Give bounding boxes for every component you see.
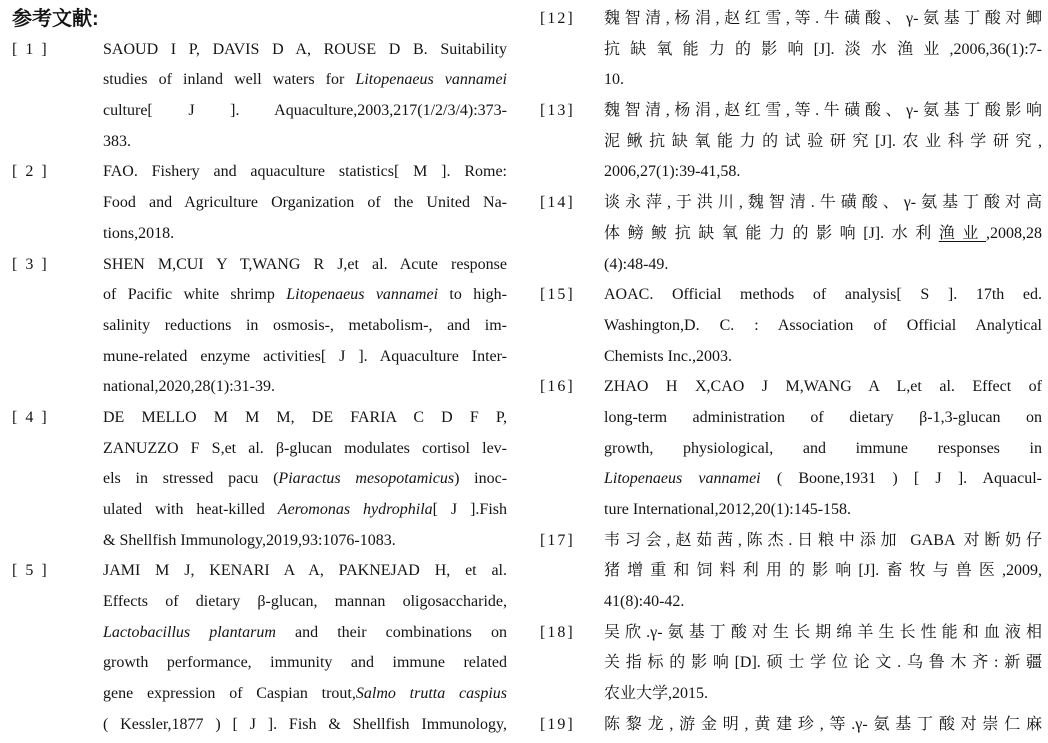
reference-line — [103, 65, 507, 96]
entry-number: [12] — [540, 10, 575, 27]
text-segment: 渔业 — [938, 224, 986, 242]
text-segment: Food and Agriculture Organization of the United Na- — [103, 194, 507, 212]
entry-number: [14] — [540, 194, 575, 212]
reference-line — [604, 403, 1042, 434]
reference-line — [604, 618, 1042, 649]
reference-line — [103, 464, 507, 495]
entry-number: [18] — [540, 623, 575, 641]
entry-number: [19] — [540, 715, 575, 733]
text-segment: Salmo trutta caspius — [355, 685, 507, 703]
reference-line — [103, 556, 507, 587]
text-segment: SAOUD I P, DAVIS D A, ROUSE D B. Suitability — [103, 40, 507, 58]
reference-line — [604, 526, 1042, 557]
reference-line — [103, 96, 507, 127]
entry-text — [103, 250, 507, 403]
reference-entry — [540, 710, 1042, 741]
reference-line — [604, 35, 1042, 66]
text-segment: 关指标的影响[D].硕士学位论文.乌鲁木齐:新疆 — [604, 654, 1042, 672]
text-segment: Litopenaeus vannamei — [355, 71, 507, 89]
entry-number: [ 3 ] — [12, 255, 49, 273]
text-segment: ( Boone,1931 ) [ J ]. Aquacul- — [760, 470, 1042, 488]
reference-line — [103, 250, 507, 281]
text-segment: 吴欣.γ-氨基丁酸对生长期绵羊生长性能和血液相 — [604, 623, 1042, 641]
text-segment: 魏智清,杨涓,赵红雪,等.牛磺酸、γ-氨基丁酸影响 — [604, 102, 1042, 120]
reference-line — [103, 526, 507, 557]
entry-number: [ 5 ] — [12, 562, 49, 580]
entry-text — [604, 710, 1042, 741]
reference-line — [604, 188, 1042, 219]
text-segment: Litopenaeus vannamei — [286, 286, 439, 304]
text-segment: of Pacific white shrimp — [103, 286, 287, 304]
text-segment: Effects of dietary β-glucan, mannan oligosaccharide, — [103, 593, 507, 611]
text-segment: 抗缺氧能力的影响[J].淡水渔业,2006,36(1):7- — [604, 40, 1042, 58]
text-segment: long-term administration of dietary β-1,3-glucan on — [604, 408, 1042, 426]
reference-line — [604, 4, 1042, 35]
text-segment: (4):48-49. — [604, 255, 669, 273]
reference-entry — [540, 280, 1042, 372]
reference-line — [604, 157, 1042, 188]
entry-text — [604, 188, 1042, 280]
text-segment: els in stressed pacu ( — [103, 470, 279, 488]
text-segment: growth, physiological, and immune responses in — [604, 439, 1042, 457]
text-segment: SHEN M,CUI Y T,WANG R J,et al. Acute response — [103, 255, 507, 273]
references-heading: 参考文献: — [12, 8, 99, 30]
text-segment: ,2008,28 — [985, 224, 1042, 242]
reference-line — [103, 403, 507, 434]
text-segment: Piaractus mesopotamicus — [278, 470, 455, 488]
text-segment: to high- — [438, 286, 507, 304]
text-segment: national,2020,28(1):31-39. — [103, 378, 275, 396]
entry-number: [13] — [540, 102, 575, 120]
reference-line — [103, 219, 507, 250]
reference-line — [604, 280, 1042, 311]
text-segment: ulated with heat-killed — [103, 501, 278, 518]
reference-line — [604, 372, 1042, 403]
text-segment: salinity reductions in osmosis-, metabolism-, and im- — [103, 316, 507, 334]
reference-line — [604, 311, 1042, 342]
text-segment: Washington,D. C. : Association of Official Analytical — [604, 316, 1042, 334]
reference-line — [103, 618, 507, 649]
reference-line — [604, 96, 1042, 127]
reference-line — [103, 495, 507, 526]
reference-entry — [540, 4, 1042, 96]
reference-line — [103, 587, 507, 618]
text-segment: & Shellfish Immunology,2019,93:1076-1083. — [103, 531, 396, 549]
text-segment: 陈黎龙,游金明,黄建珍,等.γ-氨基丁酸对崇仁麻 — [604, 715, 1042, 733]
reference-line — [604, 710, 1042, 741]
reference-entry — [540, 188, 1042, 280]
reference-entry — [12, 250, 507, 403]
entry-number: [ 1 ] — [12, 40, 49, 58]
text-segment: tions,2018. — [103, 224, 175, 242]
text-segment: ) inoc- — [454, 470, 507, 488]
text-segment: 农业大学,2015. — [604, 685, 709, 703]
text-segment: 泥鳅抗缺氧能力的试验研究[J].农业科学研究, — [604, 132, 1042, 150]
reference-line — [604, 250, 1042, 281]
reference-line — [103, 648, 507, 679]
text-segment: 谈永萍,于洪川,魏智清.牛磺酸、γ-氨基丁酸对高 — [604, 194, 1042, 212]
reference-line — [604, 556, 1042, 587]
references-column-left — [12, 4, 507, 741]
entry-text — [604, 96, 1042, 188]
reference-line — [604, 648, 1042, 679]
text-segment: culture[ J ]. Aquaculture,2003,217(1/2/3/4):373- — [103, 102, 507, 120]
text-segment: 魏智清,杨涓,赵红雪,等.牛磺酸、γ-氨基丁酸对鲫 — [604, 10, 1042, 27]
reference-line — [604, 495, 1042, 526]
reference-entry — [540, 526, 1042, 618]
text-segment: 41(8):40-42. — [604, 593, 685, 611]
text-segment: ZHAO H X,CAO J M,WANG A L,et al. Effect of — [604, 378, 1042, 396]
text-segment: [ J ].Fish — [432, 501, 507, 518]
reference-line — [103, 127, 507, 158]
entry-number: [ 4 ] — [12, 408, 49, 426]
reference-line — [604, 65, 1042, 96]
entry-text — [103, 157, 507, 249]
text-segment: ZANUZZO F S,et al. β-glucan modulates cortisol lev- — [103, 439, 507, 457]
reference-line — [103, 280, 507, 311]
reference-line — [604, 219, 1042, 250]
entry-number: [15] — [540, 286, 575, 304]
reference-line — [103, 342, 507, 373]
reference-line — [604, 679, 1042, 710]
text-segment: mune-related enzyme activities[ J ]. Aquaculture Inter- — [103, 347, 507, 365]
reference-entry — [540, 618, 1042, 710]
text-segment: Lactobacillus plantarum — [103, 623, 276, 641]
text-segment: DE MELLO M M M, DE FARIA C D F P, — [103, 408, 507, 426]
entry-text — [604, 280, 1042, 372]
reference-line — [103, 35, 507, 66]
text-segment: studies of inland well waters for — [103, 71, 356, 89]
text-segment: 383. — [103, 132, 131, 150]
entry-text — [103, 556, 507, 740]
reference-line — [604, 434, 1042, 465]
text-segment: ture International,2012,20(1):145-158. — [604, 501, 852, 518]
entry-text — [103, 35, 507, 158]
reference-line — [604, 342, 1042, 373]
reference-entry — [12, 157, 507, 249]
text-segment: 2006,27(1):39-41,58. — [604, 163, 741, 181]
text-segment: ( Kessler,1877 ) [ J ]. Fish & Shellfish Immunology, — [103, 715, 507, 733]
references-column-right — [540, 4, 1042, 741]
entry-text — [103, 403, 507, 556]
text-segment: Chemists Inc.,2003. — [604, 347, 732, 365]
entry-number: [17] — [540, 531, 575, 549]
text-segment: 猪增重和饲料利用的影响[J].畜牧与兽医,2009, — [604, 562, 1042, 580]
text-segment: FAO. Fishery and aquaculture statistics[ M ]. Rome: — [103, 163, 507, 181]
text-segment: and their combinations on — [275, 623, 507, 641]
text-segment: gene expression of Caspian trout, — [103, 685, 356, 703]
reference-line — [103, 372, 507, 403]
text-segment: JAMI M J, KENARI A A, PAKNEJAD H, et al. — [103, 562, 507, 580]
reference-line — [103, 679, 507, 710]
entry-number: [ 2 ] — [12, 163, 49, 181]
reference-entry — [12, 403, 507, 556]
entry-text — [604, 618, 1042, 710]
entry-number: [16] — [540, 378, 575, 396]
text-segment: 10. — [604, 71, 624, 89]
entry-text — [604, 372, 1042, 525]
reference-line — [103, 434, 507, 465]
reference-line — [103, 710, 507, 741]
reference-entry — [540, 96, 1042, 188]
text-segment: AOAC. Official methods of analysis[ S ]. 17th ed. — [604, 286, 1042, 304]
reference-line — [604, 587, 1042, 618]
reference-line — [604, 127, 1042, 158]
reference-line — [103, 311, 507, 342]
reference-entry — [12, 556, 507, 740]
text-segment: Aeromonas hydrophila — [277, 501, 433, 518]
text-segment: 韦习会,赵茹茜,陈杰.日粮中添加 GABA 对断奶仔 — [604, 531, 1042, 549]
text-segment: 体鳑鲏抗缺氧能力的影响[J].水利 — [604, 224, 939, 242]
reference-line — [103, 188, 507, 219]
reference-entry — [12, 35, 507, 158]
reference-entry — [540, 372, 1042, 525]
entry-text — [604, 526, 1042, 618]
entry-text — [604, 4, 1042, 96]
text-segment: Litopenaeus vannamei — [604, 470, 761, 488]
reference-line — [604, 464, 1042, 495]
text-segment: growth performance, immunity and immune related — [103, 654, 507, 672]
reference-line — [103, 157, 507, 188]
